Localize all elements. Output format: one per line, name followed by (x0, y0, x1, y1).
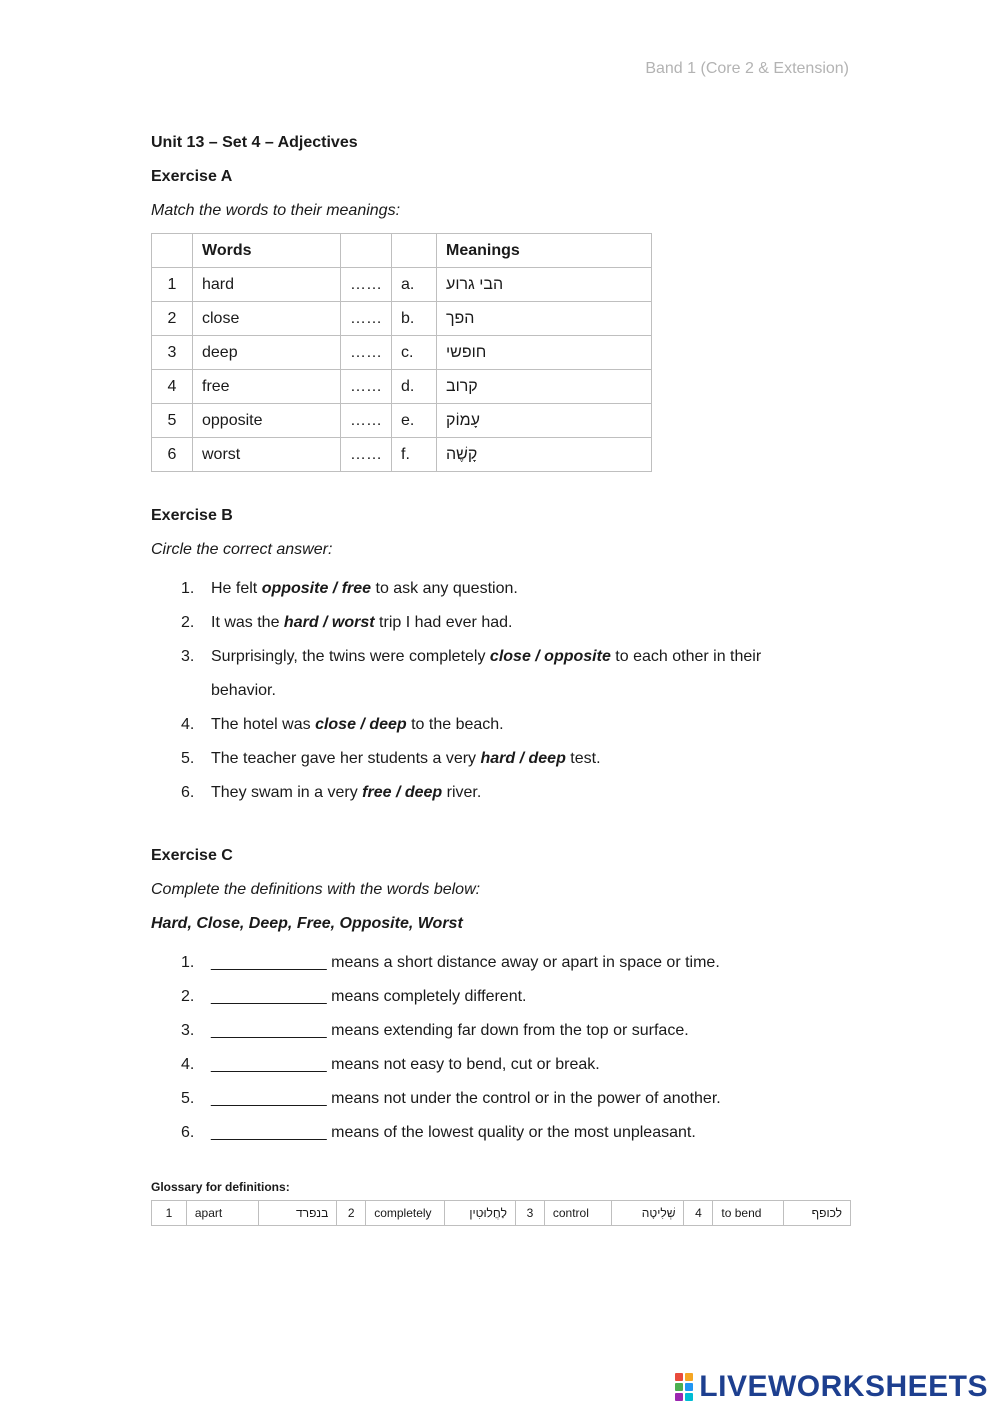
band-label: Band 1 (Core 2 & Extension) (645, 60, 849, 77)
list-item: 6. They swam in a very free / deep river. (181, 784, 482, 801)
list-item: 5. The teacher gave her students a very hard / deep test. (181, 750, 601, 767)
logo-tile (685, 1383, 693, 1391)
answer-choice[interactable]: free / deep (362, 784, 443, 801)
word-cell: hard (193, 268, 341, 302)
table-row: 3 deep …… c. חופשי (152, 336, 652, 370)
logo-tile (675, 1373, 683, 1381)
exercise-c-heading: Exercise C (151, 847, 233, 864)
list-item: 3. _____________ means extending far down from the top or surface. (181, 1022, 689, 1039)
answer-blank[interactable]: …… (341, 438, 392, 472)
meaning-cell: קָשֶׁה (437, 438, 652, 472)
word-cell: worst (193, 438, 341, 472)
answer-choice[interactable]: close / opposite (489, 648, 611, 665)
exercise-b-instruction: Circle the correct answer: (151, 541, 333, 558)
meaning-cell: קרוב (437, 370, 652, 404)
logo-tile (675, 1383, 683, 1391)
logo-tile (685, 1393, 693, 1401)
word-bank: Hard, Close, Deep, Free, Opposite, Worst (151, 915, 463, 932)
word-cell: free (193, 370, 341, 404)
fill-blank[interactable]: _____________ (211, 988, 327, 1005)
glossary-title: Glossary for definitions: (151, 1180, 290, 1194)
exercise-c-list (151, 946, 851, 1150)
exercise-c-instruction: Complete the definitions with the words below: (151, 881, 481, 898)
table-row: 4 free …… d. קרוב (152, 370, 652, 404)
table-header-row (152, 234, 652, 268)
list-item: 1. He felt opposite / free to ask any question. (181, 580, 518, 597)
worksheet (151, 131, 851, 1226)
liveworksheets-icon (675, 1373, 693, 1401)
list-item: 2. _____________ means completely different. (181, 988, 527, 1005)
fill-blank[interactable]: _____________ (211, 1056, 327, 1073)
answer-blank[interactable]: …… (341, 302, 392, 336)
logo-tile (685, 1373, 693, 1381)
list-item: 4. _____________ means not easy to bend, cut or break. (181, 1056, 600, 1073)
table-row: 1 hard …… a. הבי גרוע (152, 268, 652, 302)
list-item: 4. The hotel was close / deep to the beach. (181, 716, 504, 733)
answer-blank[interactable]: …… (341, 404, 392, 438)
word-cell: deep (193, 336, 341, 370)
table-row: 6 worst …… f. קָשֶׁה (152, 438, 652, 472)
exercise-b-heading: Exercise B (151, 507, 233, 524)
col-words: Words (193, 234, 341, 268)
col-meanings: Meanings (437, 234, 652, 268)
fill-blank[interactable]: _____________ (211, 1124, 327, 1141)
answer-blank[interactable]: …… (341, 336, 392, 370)
exercise-b-list (151, 572, 851, 810)
answer-choice[interactable]: close / deep (315, 716, 407, 733)
meaning-cell: עָמוֹק (437, 404, 652, 438)
list-item: 5. _____________ means not under the control or in the power of another. (181, 1090, 721, 1107)
answer-choice[interactable]: opposite / free (261, 580, 372, 597)
meaning-cell: הפך (437, 302, 652, 336)
fill-blank[interactable]: _____________ (211, 1090, 327, 1107)
list-item: 2. It was the hard / worst trip I had ever had. (181, 614, 513, 631)
table-row: 1 apart בנפרד 2 completely לַחֲלוּטִין 3 control שְׁלִיטָה 4 to bend לכופף (152, 1201, 851, 1226)
meaning-cell: הבי גרוע (437, 268, 652, 302)
word-cell: opposite (193, 404, 341, 438)
exercise-a-instruction: Match the words to their meanings: (151, 202, 401, 219)
meaning-cell: חופשי (437, 336, 652, 370)
exercise-a-heading: Exercise A (151, 168, 233, 185)
table-row: 2 close …… b. הפך (152, 302, 652, 336)
answer-choice[interactable]: hard / worst (283, 614, 375, 631)
answer-blank[interactable]: …… (341, 268, 392, 302)
liveworksheets-wordmark: LIVEWORKSHEETS (699, 1370, 988, 1403)
page-title: Unit 13 – Set 4 – Adjectives (151, 134, 358, 151)
glossary-table (151, 1200, 851, 1226)
answer-choice[interactable]: hard / deep (480, 750, 566, 767)
word-cell: close (193, 302, 341, 336)
logo-tile (675, 1393, 683, 1401)
matching-table (151, 233, 652, 472)
list-item: 6. _____________ means of the lowest quality or the most unpleasant. (181, 1124, 696, 1141)
list-item: 1. _____________ means a short distance away or apart in space or time. (181, 954, 720, 971)
fill-blank[interactable]: _____________ (211, 954, 327, 971)
list-item: 3. Surprisingly, the twins were completely close / opposite to each other in their behavior. (181, 648, 762, 699)
liveworksheets-logo[interactable] (675, 1372, 988, 1402)
fill-blank[interactable]: _____________ (211, 1022, 327, 1039)
answer-blank[interactable]: …… (341, 370, 392, 404)
table-row: 5 opposite …… e. עָמוֹק (152, 404, 652, 438)
